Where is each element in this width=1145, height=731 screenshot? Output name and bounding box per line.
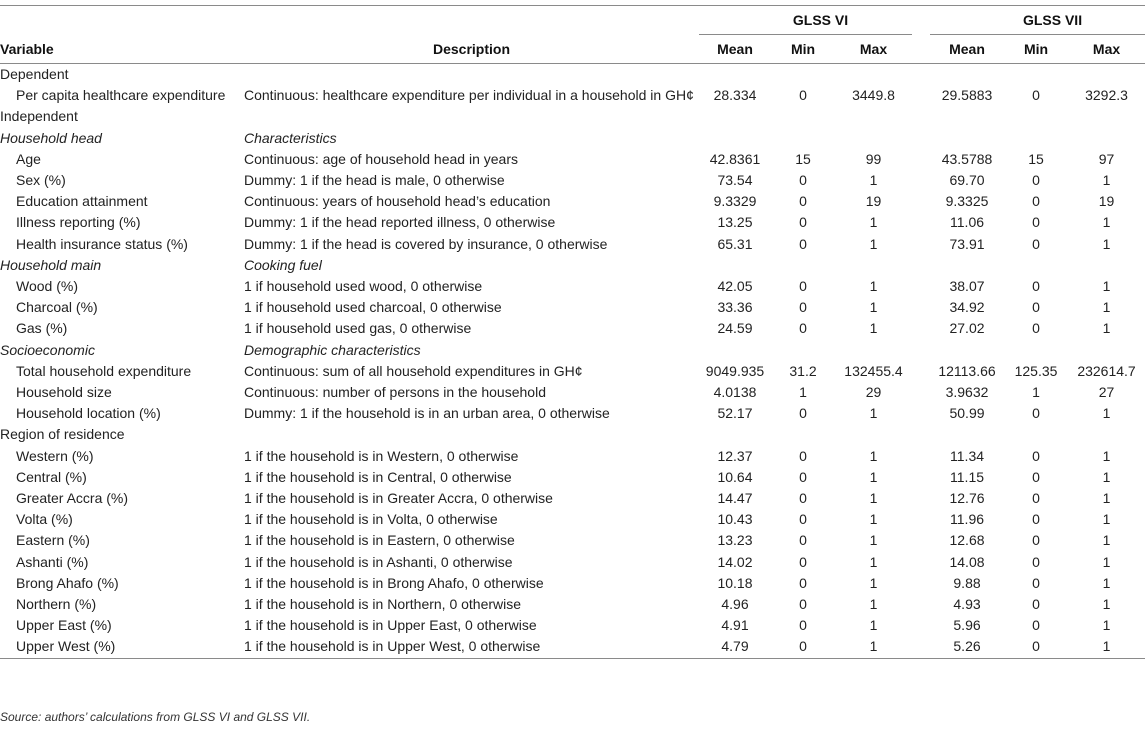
cell-variable: Sex (%) xyxy=(16,172,66,189)
cell-glss6-min: 0 xyxy=(799,405,807,422)
empty-cell xyxy=(912,64,930,86)
table-row xyxy=(0,170,1145,191)
cell-glss6-min: 0 xyxy=(799,596,807,613)
cell-glss7-min: 0 xyxy=(1032,235,1040,252)
cell-glss6-max: 1 xyxy=(869,490,878,507)
cell-glss7-max: 1 xyxy=(1102,511,1111,528)
cell-glss7-min xyxy=(1004,424,1068,445)
cell-glss6-min: 0 xyxy=(799,447,807,464)
cell-glss6-max: 1 xyxy=(869,405,878,422)
cell-glss7-min: 0 xyxy=(1032,320,1040,337)
cell-description: Continuous: number of persons in the household xyxy=(244,384,546,401)
table-row xyxy=(0,573,1145,594)
empty-cell xyxy=(244,6,699,35)
cell-description: Dummy: 1 if the head is male, 0 otherwise xyxy=(244,172,505,189)
cell-glss7-max: 1 xyxy=(1102,574,1111,591)
cell-glss7-min: 0 xyxy=(1032,172,1040,189)
cell-glss6-max xyxy=(835,64,912,86)
group-header-glss-vi: GLSS VI xyxy=(699,6,912,35)
cell-glss6-max: 1 xyxy=(869,235,878,252)
cell-glss7-min: 0 xyxy=(1032,532,1040,549)
cell-glss6-max: 1 xyxy=(869,553,878,570)
cell-glss6-min: 0 xyxy=(799,617,807,634)
empty-cell xyxy=(912,488,930,509)
table-row xyxy=(0,234,1145,255)
cell-glss6-mean xyxy=(699,128,771,149)
column-header-min: Min xyxy=(771,35,835,64)
cell-variable: Central (%) xyxy=(16,468,87,485)
table-row xyxy=(0,467,1145,488)
empty-cell xyxy=(912,212,930,233)
cell-glss7-min: 0 xyxy=(1032,214,1040,231)
cell-glss7-mean: 29.5883 xyxy=(941,87,993,104)
cell-glss7-max: 97 xyxy=(1098,150,1115,167)
cell-description: Continuous: healthcare expenditure per individual in a household in GH¢ xyxy=(244,87,694,104)
cell-glss7-mean: 73.91 xyxy=(949,235,985,252)
cell-glss7-mean: 4.93 xyxy=(953,596,981,613)
empty-cell xyxy=(912,128,930,149)
cell-glss7-mean: 3.9632 xyxy=(945,384,989,401)
cell-glss6-min: 0 xyxy=(771,636,835,658)
cell-glss6-mean: 9049.935 xyxy=(705,362,765,379)
cell-variable: Charcoal (%) xyxy=(16,299,98,316)
table-row xyxy=(0,488,1145,509)
cell-description: Continuous: age of household head in years xyxy=(244,150,518,167)
cell-glss6-mean: 52.17 xyxy=(717,405,753,422)
cell-variable: Upper East (%) xyxy=(16,617,112,634)
cell-glss6-max: 1 xyxy=(869,214,878,231)
cell-variable: Gas (%) xyxy=(16,320,68,337)
cell-glss7-mean: 9.88 xyxy=(953,574,981,591)
cell-glss7-mean xyxy=(930,255,1004,276)
cell-glss6-mean: 33.36 xyxy=(717,299,753,316)
empty-cell xyxy=(912,149,930,170)
cell-glss7-mean: 34.92 xyxy=(949,299,985,316)
cell-glss7-mean: 38.07 xyxy=(949,278,985,295)
empty-cell xyxy=(912,446,930,467)
cell-glss6-max: 29 xyxy=(865,384,882,401)
cell-glss7-min: 15 xyxy=(1028,150,1044,167)
cell-glss7-max: 1 xyxy=(1102,447,1111,464)
cell-glss7-max: 1 xyxy=(1102,235,1111,252)
cell-glss7-max xyxy=(1068,128,1145,149)
column-header-mean: Mean xyxy=(930,35,1004,64)
cell-variable: Northern (%) xyxy=(16,596,97,613)
cell-glss7-max: 1 xyxy=(1102,299,1111,316)
column-header-variable: Variable xyxy=(0,35,244,64)
cell-glss6-max: 1 xyxy=(869,532,878,549)
table-row xyxy=(0,276,1145,297)
empty-cell xyxy=(912,615,930,636)
empty-cell xyxy=(912,340,930,361)
cell-glss7-mean: 12113.66 xyxy=(938,362,996,379)
cell-variable: Household size xyxy=(16,384,112,401)
cell-glss7-min: 0 xyxy=(1032,468,1040,485)
table-row xyxy=(0,424,1145,445)
cell-glss6-mean: 10.18 xyxy=(717,574,753,591)
cell-glss7-max xyxy=(1068,424,1145,445)
empty-cell xyxy=(912,35,930,64)
cell-description: 1 if the household is in Upper East, 0 otherwise xyxy=(244,617,537,634)
empty-cell xyxy=(912,424,930,445)
group-header-glss-vii: GLSS VII xyxy=(930,6,1145,35)
cell-glss7-max: 1 xyxy=(1102,214,1111,231)
table-row xyxy=(0,212,1145,233)
table-row xyxy=(0,64,1145,86)
cell-glss6-min: 0 xyxy=(799,468,807,485)
cell-glss7-min xyxy=(1004,64,1068,86)
cell-glss6-min xyxy=(771,255,835,276)
cell-glss7-min: 0 xyxy=(1032,511,1040,528)
cell-glss7-max: 1 xyxy=(1102,468,1111,485)
cell-glss6-min: 1 xyxy=(799,384,807,401)
cell-variable: Greater Accra (%) xyxy=(16,490,129,507)
cell-glss6-max: 1 xyxy=(869,617,878,634)
cell-glss6-min: 0 xyxy=(799,214,807,231)
cell-glss6-min: 0 xyxy=(799,299,807,316)
cell-description xyxy=(244,64,699,86)
cell-description: Dummy: 1 if the household is in an urban area, 0 otherwise xyxy=(244,405,610,422)
cell-glss7-max: 1 xyxy=(1102,405,1111,422)
table-row xyxy=(0,191,1145,212)
cell-glss6-mean: 14.47 xyxy=(717,490,753,507)
cell-glss7-min: 0 xyxy=(1004,636,1068,658)
cell-glss6-min: 0 xyxy=(799,235,807,252)
cell-glss7-min: 0 xyxy=(1032,405,1040,422)
cell-glss6-min: 0 xyxy=(799,193,807,210)
cell-glss6-mean: 28.334 xyxy=(713,87,757,104)
table-row xyxy=(0,106,1145,127)
cell-variable: Illness reporting (%) xyxy=(16,214,141,231)
cell-variable: Total household expenditure xyxy=(16,362,192,379)
table-row xyxy=(0,361,1145,382)
cell-glss7-max: 1 xyxy=(1102,617,1111,634)
cell-description: 1 if household used wood, 0 otherwise xyxy=(244,278,483,295)
cell-glss7-min: 0 xyxy=(1032,553,1040,570)
empty-cell xyxy=(912,318,930,339)
header-group-row xyxy=(0,6,1145,35)
cell-glss7-max: 1 xyxy=(1102,553,1111,570)
cell-description: 1 if the household is in Western, 0 otherwise xyxy=(244,447,519,464)
cell-glss7-mean: 50.99 xyxy=(949,405,985,422)
cell-glss7-mean: 14.08 xyxy=(949,553,985,570)
cell-glss6-mean: 13.23 xyxy=(717,532,753,549)
empty-cell xyxy=(912,361,930,382)
empty-cell xyxy=(912,594,930,615)
cell-glss6-max xyxy=(835,128,912,149)
cell-glss7-mean: 12.76 xyxy=(949,490,985,507)
cell-glss6-min: 0 xyxy=(799,490,807,507)
cell-glss6-max: 1 xyxy=(869,320,878,337)
cell-glss7-mean xyxy=(930,340,1004,361)
cell-glss7-mean xyxy=(930,128,1004,149)
cell-glss6-mean: 4.79 xyxy=(699,636,771,658)
cell-glss7-min: 125.35 xyxy=(1014,362,1058,379)
empty-cell xyxy=(912,6,930,35)
cell-glss6-max xyxy=(835,424,912,445)
cell-glss6-max: 3449.8 xyxy=(852,87,895,104)
cell-glss7-max: 1 xyxy=(1102,172,1111,189)
cell-glss7-min: 0 xyxy=(1032,87,1040,104)
cell-variable: Per capita healthcare expenditure xyxy=(16,87,226,104)
cell-glss6-max: 1 xyxy=(869,574,878,591)
cell-glss7-mean: 11.15 xyxy=(950,468,985,485)
table-row xyxy=(0,615,1145,636)
cell-variable: Socioeconomic xyxy=(0,341,95,358)
cell-glss7-max xyxy=(1068,340,1145,361)
table-row xyxy=(0,318,1145,339)
table-row xyxy=(0,149,1145,170)
cell-glss7-max: 1 xyxy=(1102,320,1111,337)
cell-glss6-mean xyxy=(699,106,771,127)
empty-cell xyxy=(912,276,930,297)
cell-description: 1 if the household is in Eastern, 0 otherwise xyxy=(244,532,515,549)
cell-glss7-min: 0 xyxy=(1032,193,1040,210)
cell-glss6-mean xyxy=(699,340,771,361)
cell-glss6-min xyxy=(771,340,835,361)
cell-variable: Education attainment xyxy=(16,193,148,210)
cell-description: Cooking fuel xyxy=(244,256,322,273)
empty-cell xyxy=(912,234,930,255)
cell-glss6-mean: 10.64 xyxy=(717,468,753,485)
cell-variable: Health insurance status (%) xyxy=(16,235,188,252)
cell-glss6-max xyxy=(835,340,912,361)
cell-glss7-min: 0 xyxy=(1032,299,1040,316)
table-row xyxy=(0,446,1145,467)
cell-variable: Household head xyxy=(0,129,102,146)
cell-description: Dummy: 1 if the head reported illness, 0 otherwise xyxy=(244,214,556,231)
cell-glss7-mean xyxy=(930,64,1004,86)
cell-glss7-max xyxy=(1068,255,1145,276)
cell-glss7-max: 232614.7 xyxy=(1077,362,1136,379)
cell-glss7-mean xyxy=(930,424,1004,445)
table-row xyxy=(0,530,1145,551)
table-row xyxy=(0,255,1145,276)
empty-cell xyxy=(912,509,930,530)
cell-glss6-min: 0 xyxy=(799,574,807,591)
cell-glss6-min xyxy=(771,424,835,445)
cell-description: Continuous: years of household head’s education xyxy=(244,193,551,210)
cell-description: 1 if the household is in Central, 0 otherwise xyxy=(244,468,512,485)
cell-variable: Region of residence xyxy=(0,426,125,443)
cell-glss7-min: 0 xyxy=(1032,596,1040,613)
empty-cell xyxy=(912,85,930,106)
table-row xyxy=(0,552,1145,573)
cell-glss6-max: 1 xyxy=(869,278,878,295)
cell-glss6-min: 0 xyxy=(799,278,807,295)
cell-glss7-mean: 11.96 xyxy=(950,511,985,528)
cell-glss7-min: 1 xyxy=(1032,384,1040,401)
cell-glss7-min: 0 xyxy=(1032,447,1040,464)
cell-glss7-max xyxy=(1068,64,1145,86)
cell-glss6-max xyxy=(835,106,912,127)
cell-glss6-max: 132455.4 xyxy=(844,362,903,379)
cell-glss7-mean xyxy=(930,106,1004,127)
table-row xyxy=(0,403,1145,424)
cell-description: 1 if household used gas, 0 otherwise xyxy=(244,320,472,337)
cell-glss7-max: 1 xyxy=(1102,596,1111,613)
cell-description xyxy=(244,424,699,445)
cell-glss7-mean: 11.06 xyxy=(950,214,985,231)
cell-glss6-min xyxy=(771,106,835,127)
column-header-mean: Mean xyxy=(699,35,771,64)
cell-glss6-mean: 10.43 xyxy=(717,511,753,528)
table-body xyxy=(0,64,1145,659)
cell-description: 1 if the household is in Brong Ahafo, 0 otherwise xyxy=(244,574,544,591)
cell-variable: Household location (%) xyxy=(16,405,161,422)
cell-glss7-min: 0 xyxy=(1032,617,1040,634)
cell-glss6-mean: 12.37 xyxy=(717,447,753,464)
empty-cell xyxy=(912,552,930,573)
cell-description: 1 if the household is in Ashanti, 0 otherwise xyxy=(244,553,513,570)
empty-cell xyxy=(912,255,930,276)
cell-glss6-min: 0 xyxy=(799,172,807,189)
cell-glss6-min: 0 xyxy=(799,511,807,528)
empty-cell xyxy=(912,382,930,403)
cell-glss7-max: 1 xyxy=(1102,532,1111,549)
empty-cell xyxy=(0,6,244,35)
empty-cell xyxy=(912,297,930,318)
empty-cell xyxy=(912,106,930,127)
cell-glss6-max: 1 xyxy=(869,299,878,316)
cell-glss6-mean: 73.54 xyxy=(717,172,753,189)
cell-glss6-min xyxy=(771,64,835,86)
cell-description: 1 if the household is in Northern, 0 otherwise xyxy=(244,596,522,613)
empty-cell xyxy=(912,530,930,551)
empty-cell xyxy=(912,467,930,488)
cell-glss7-max: 1 xyxy=(1102,278,1111,295)
cell-variable: Upper West (%) xyxy=(0,636,244,658)
cell-glss6-max: 1 xyxy=(869,172,878,189)
header-column-row xyxy=(0,35,1145,64)
cell-glss7-mean: 27.02 xyxy=(949,320,985,337)
cell-description: Continuous: sum of all household expenditures in GH¢ xyxy=(244,362,583,379)
cell-glss7-min: 0 xyxy=(1032,278,1040,295)
column-header-max: Max xyxy=(835,35,912,64)
cell-glss7-mean: 9.3325 xyxy=(945,193,989,210)
cell-glss6-mean: 42.05 xyxy=(717,278,753,295)
cell-glss7-min xyxy=(1004,255,1068,276)
column-header-min: Min xyxy=(1004,35,1068,64)
cell-glss6-mean xyxy=(699,64,771,86)
table-row xyxy=(0,509,1145,530)
cell-glss6-mean: 14.02 xyxy=(717,553,753,570)
cell-glss6-max: 1 xyxy=(869,468,878,485)
cell-glss7-max: 27 xyxy=(1098,384,1115,401)
cell-glss6-max: 19 xyxy=(865,193,882,210)
cell-variable: Wood (%) xyxy=(16,278,78,295)
cell-glss6-mean: 13.25 xyxy=(717,214,753,231)
cell-variable: Age xyxy=(16,150,41,167)
cell-glss6-min: 0 xyxy=(799,553,807,570)
cell-glss7-max: 3292.3 xyxy=(1085,87,1128,104)
cell-glss6-max: 99 xyxy=(865,150,882,167)
cell-description: Characteristics xyxy=(244,129,337,146)
cell-glss7-max: 1 xyxy=(1068,636,1145,658)
table-row xyxy=(0,636,1145,658)
cell-glss7-mean: 5.26 xyxy=(930,636,1004,658)
cell-variable: Brong Ahafo (%) xyxy=(16,574,119,591)
cell-glss7-max: 1 xyxy=(1102,490,1111,507)
cell-description: 1 if the household is in Greater Accra, 0 otherwise xyxy=(244,490,553,507)
cell-description: 1 if the household is in Volta, 0 otherwise xyxy=(244,511,498,528)
cell-variable: Dependent xyxy=(0,66,69,82)
cell-variable: Eastern (%) xyxy=(16,532,90,549)
cell-glss6-mean: 65.31 xyxy=(717,235,753,252)
cell-glss6-min: 0 xyxy=(799,320,807,337)
cell-glss6-min: 0 xyxy=(799,532,807,549)
empty-cell xyxy=(912,636,930,658)
cell-glss7-min xyxy=(1004,340,1068,361)
cell-glss6-mean: 24.59 xyxy=(717,320,753,337)
empty-cell xyxy=(912,191,930,212)
empty-cell xyxy=(912,573,930,594)
cell-variable: Household main xyxy=(0,256,102,273)
empty-cell xyxy=(912,170,930,191)
cell-glss7-mean: 5.96 xyxy=(953,617,981,634)
cell-description: 1 if household used charcoal, 0 otherwise xyxy=(244,299,502,316)
cell-glss6-max xyxy=(835,255,912,276)
cell-glss7-max xyxy=(1068,106,1145,127)
cell-variable: Ashanti (%) xyxy=(16,553,89,570)
cell-variable: Western (%) xyxy=(16,447,94,464)
cell-glss6-mean xyxy=(699,424,771,445)
table-footnote: Source: authors’ calculations from GLSS VI and GLSS VII. xyxy=(0,710,311,724)
cell-glss7-min xyxy=(1004,128,1068,149)
cell-glss7-max: 19 xyxy=(1098,193,1115,210)
empty-cell xyxy=(912,403,930,424)
cell-glss7-min: 0 xyxy=(1032,490,1040,507)
cell-glss7-mean: 11.34 xyxy=(950,447,985,464)
cell-glss7-min: 0 xyxy=(1032,574,1040,591)
column-header-description: Description xyxy=(244,35,699,64)
cell-glss6-max: 1 xyxy=(869,596,878,613)
cell-glss6-mean: 9.3329 xyxy=(713,193,757,210)
cell-description: 1 if the household is in Upper West, 0 otherwise xyxy=(244,636,699,658)
cell-glss6-mean: 42.8361 xyxy=(709,150,761,167)
cell-glss7-min xyxy=(1004,106,1068,127)
cell-glss6-mean: 4.0138 xyxy=(713,384,757,401)
cell-glss6-max: 1 xyxy=(869,511,878,528)
table-row xyxy=(0,128,1145,149)
table-row xyxy=(0,85,1145,106)
cell-glss7-mean: 12.68 xyxy=(949,532,985,549)
cell-glss6-max: 1 xyxy=(835,636,912,658)
cell-glss6-min xyxy=(771,128,835,149)
table-row xyxy=(0,340,1145,361)
cell-glss6-min: 15 xyxy=(795,150,811,167)
cell-glss6-mean xyxy=(699,255,771,276)
cell-glss6-min: 31.2 xyxy=(789,362,817,379)
summary-statistics-table xyxy=(0,5,1145,659)
table-row xyxy=(0,594,1145,615)
cell-variable: Independent xyxy=(0,108,78,125)
table-row xyxy=(0,297,1145,318)
cell-description: Dummy: 1 if the head is covered by insurance, 0 otherwise xyxy=(244,235,608,252)
cell-glss6-max: 1 xyxy=(869,447,878,464)
cell-glss6-min: 0 xyxy=(799,87,807,104)
cell-variable: Volta (%) xyxy=(16,511,73,528)
cell-glss6-mean: 4.91 xyxy=(721,617,749,634)
cell-description xyxy=(244,106,699,127)
cell-glss7-mean: 69.70 xyxy=(949,172,985,189)
cell-glss6-mean: 4.96 xyxy=(721,596,749,613)
cell-description: Demographic characteristics xyxy=(244,341,421,358)
cell-glss7-mean: 43.5788 xyxy=(941,150,993,167)
table-row xyxy=(0,382,1145,403)
column-header-max: Max xyxy=(1068,35,1145,64)
